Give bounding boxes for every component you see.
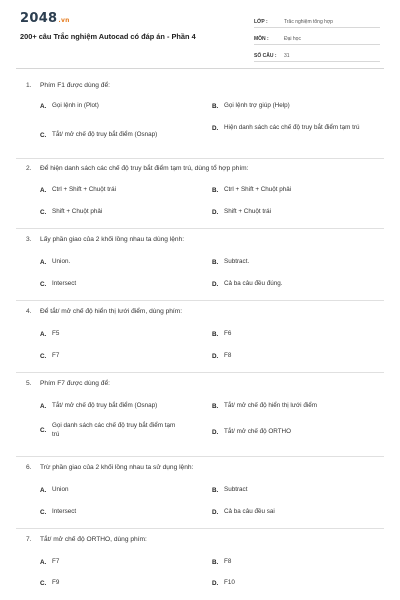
option-a[interactable]: [40, 102, 200, 111]
option-letter: B.: [212, 486, 219, 494]
option-text: Cả ba câu đều sai: [224, 508, 275, 515]
option-letter: D.: [212, 508, 219, 516]
option-d[interactable]: [212, 352, 384, 361]
option-a[interactable]: [40, 258, 200, 267]
option-letter: C.: [40, 280, 47, 288]
option-text: F7: [52, 352, 60, 359]
option-c[interactable]: [40, 352, 200, 361]
question-text: [26, 82, 110, 89]
option-text: Gọi lệnh trợ giúp (Help): [224, 102, 290, 109]
question-number: 1.: [26, 82, 32, 89]
option-text: Ctrl + Shift + Chuột phải: [224, 186, 292, 193]
question-divider: [16, 372, 384, 373]
option-letter: D.: [212, 428, 219, 436]
option-text: F5: [52, 330, 60, 337]
question-divider: [16, 158, 384, 159]
question-divider: [16, 228, 384, 229]
option-d[interactable]: [212, 579, 384, 588]
option-text: Hiện danh sách các chế độ truy bắt điểm tạm trú: [224, 124, 360, 131]
page-header: [0, 0, 400, 68]
option-d[interactable]: [212, 124, 384, 133]
option-letter: C.: [40, 579, 47, 587]
option-text: Subtract.: [224, 258, 250, 265]
option-text: F6: [224, 330, 232, 337]
option-c[interactable]: [40, 280, 200, 289]
option-text: Union: [52, 486, 69, 493]
question-text: [26, 165, 248, 172]
option-text: Subtract: [224, 486, 248, 493]
option-text: F7: [52, 558, 60, 565]
option-letter: C.: [40, 131, 47, 139]
question-number: 2.: [26, 165, 32, 172]
option-text: Gọi danh sách các chế độ truy bắt điểm tạm trú: [52, 422, 176, 438]
option-letter: C.: [40, 352, 47, 360]
option-text: F8: [224, 352, 232, 359]
option-c[interactable]: [40, 208, 200, 217]
meta-value: Đại học: [284, 36, 301, 42]
option-b[interactable]: [212, 402, 384, 411]
meta-row-count: [254, 47, 380, 62]
option-letter: D.: [212, 208, 219, 216]
option-a[interactable]: [40, 402, 200, 411]
option-letter: A.: [40, 102, 47, 110]
option-letter: D.: [212, 579, 219, 587]
option-b[interactable]: [212, 258, 384, 267]
question-prompt: Để tắt/ mở chế độ hiển thị lưới điểm, dùng phím:: [40, 308, 183, 315]
option-d[interactable]: [212, 280, 384, 289]
option-b[interactable]: [212, 330, 384, 339]
question-prompt: Lấy phần giao của 2 khối lồng nhau ta dùng lệnh:: [40, 236, 185, 243]
option-letter: A.: [40, 402, 47, 410]
option-text: Cả ba câu đều đúng.: [224, 280, 283, 287]
option-d[interactable]: [212, 508, 384, 517]
question-text: [26, 380, 110, 387]
option-a[interactable]: [40, 486, 200, 495]
option-text: Intersect: [52, 280, 77, 287]
option-text: F8: [224, 558, 232, 565]
site-logo[interactable]: [20, 11, 70, 26]
option-text: Gọi lệnh in (Plot): [52, 102, 99, 109]
option-b[interactable]: [212, 558, 384, 567]
option-letter: A.: [40, 558, 47, 566]
question-prompt: Phím F7 được dùng để:: [40, 380, 110, 387]
option-text: Shift + Chuột phải: [52, 208, 103, 215]
option-letter: B.: [212, 102, 219, 110]
option-a[interactable]: [40, 186, 200, 195]
meta-row-subject: [254, 30, 380, 45]
option-a[interactable]: [40, 330, 200, 339]
question-text: [26, 308, 182, 315]
option-text: F10: [224, 579, 235, 586]
option-b[interactable]: [212, 486, 384, 495]
option-b[interactable]: [212, 186, 384, 195]
option-text: Ctrl + Shift + Chuột trái: [52, 186, 117, 193]
meta-row-class: [254, 13, 380, 28]
option-c[interactable]: [40, 579, 200, 588]
option-text: Tắt/ mở chế độ truy bắt điểm (Osnap): [52, 131, 158, 138]
question-prompt: Để hiện danh sách các chế độ truy bắt điểm tạm trú, dùng tổ hợp phím:: [40, 165, 249, 172]
question-number: 3.: [26, 236, 32, 243]
question-divider: [16, 528, 384, 529]
question-text: [26, 536, 147, 543]
question-prompt: Trừ phần giao của 2 khối lồng nhau ta sử dụng lệnh:: [40, 464, 194, 471]
option-text: Union.: [52, 258, 71, 265]
header-divider: [16, 68, 384, 69]
option-letter: B.: [212, 258, 219, 266]
option-c[interactable]: [40, 508, 200, 517]
question-divider: [16, 300, 384, 301]
question-text: [26, 236, 184, 243]
question-prompt: Tắt/ mở chế độ ORTHO, dùng phím:: [40, 536, 147, 543]
meta-label: MÔN :: [254, 36, 269, 42]
option-letter: C.: [40, 208, 47, 216]
option-letter: A.: [40, 330, 47, 338]
meta-label: SỐ CÂU :: [254, 53, 277, 59]
option-letter: D.: [212, 280, 219, 288]
document-meta: [254, 13, 380, 64]
logo-main: 2048: [20, 11, 58, 26]
meta-value: 31: [284, 53, 290, 59]
option-letter: B.: [212, 330, 219, 338]
option-letter: B.: [212, 186, 219, 194]
option-letter: C.: [40, 427, 47, 434]
option-d[interactable]: [212, 208, 384, 217]
logo-suffix: .vn: [58, 17, 70, 24]
document-title: 200+ câu Trắc nghiệm Autocad có đáp án - Phần 4: [20, 32, 196, 41]
question-divider: [16, 456, 384, 457]
option-letter: A.: [40, 186, 47, 194]
option-text: Shift + Chuột trái: [224, 208, 272, 215]
option-c[interactable]: [40, 422, 200, 439]
option-text: Tắt/ mở chế độ truy bắt điểm (Osnap): [52, 402, 158, 409]
question-number: 6.: [26, 464, 32, 471]
question-number: 5.: [26, 380, 32, 387]
question-number: 4.: [26, 308, 32, 315]
option-text: Intersect: [52, 508, 77, 515]
option-a[interactable]: [40, 558, 200, 567]
option-text: Tắt/ mở chế độ hiển thị lưới điểm: [224, 402, 317, 409]
meta-label: LỚP :: [254, 19, 268, 25]
option-letter: A.: [40, 258, 47, 266]
option-letter: D.: [212, 352, 219, 360]
option-d[interactable]: [212, 428, 384, 437]
question-prompt: Phím F1 được dùng để:: [40, 82, 110, 89]
option-c[interactable]: [40, 131, 200, 140]
question-number: 7.: [26, 536, 32, 543]
option-letter: B.: [212, 402, 219, 410]
option-text: F9: [52, 579, 60, 586]
meta-value: Trắc nghiệm tổng hợp: [284, 19, 333, 25]
option-letter: C.: [40, 508, 47, 516]
option-letter: D.: [212, 124, 219, 132]
option-letter: B.: [212, 558, 219, 566]
question-text: [26, 464, 193, 471]
option-b[interactable]: [212, 102, 384, 111]
option-text: Tắt/ mở chế độ ORTHO: [224, 428, 291, 435]
option-letter: A.: [40, 486, 47, 494]
